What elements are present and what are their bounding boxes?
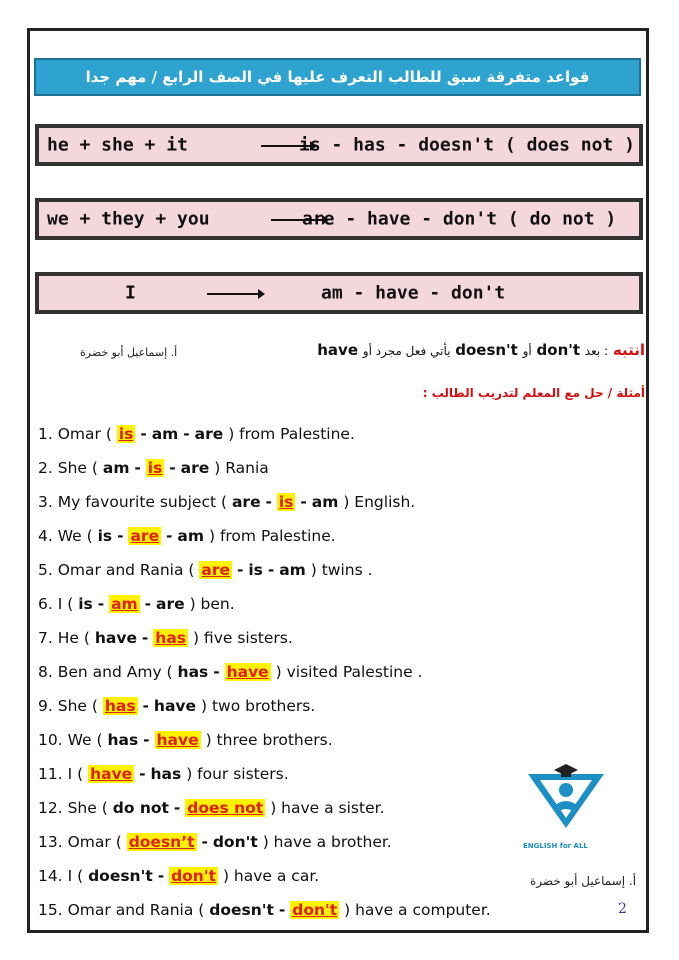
separator: - xyxy=(139,765,146,783)
example-subject: I ( xyxy=(67,765,84,783)
separator: - xyxy=(97,595,105,613)
separator: - xyxy=(157,867,165,885)
option: am xyxy=(177,527,205,545)
example-item xyxy=(38,425,355,443)
rule-verbs: are - have - don't ( do not ) xyxy=(302,208,617,230)
example-rest: ) three brothers. xyxy=(205,731,333,749)
separator: - xyxy=(169,459,176,477)
separator: - xyxy=(144,595,152,613)
example-subject: Omar and Rania ( xyxy=(67,901,205,919)
note-mid: يأتي فعل مجرد أو xyxy=(362,344,451,358)
example-item xyxy=(38,901,491,919)
option-answer: is xyxy=(278,493,294,511)
separator: - xyxy=(166,527,173,545)
option-answer: has xyxy=(155,629,187,647)
logo-text: ENGLISH for ALL xyxy=(523,842,588,850)
separator: - xyxy=(183,425,190,443)
example-item xyxy=(38,663,423,681)
option: are xyxy=(156,595,185,613)
example-subject: My favourite subject ( xyxy=(57,493,228,511)
example-subject: Omar ( xyxy=(57,425,112,443)
example-subject: She ( xyxy=(57,459,98,477)
rule-box-i xyxy=(35,272,643,314)
example-rest: ) two brothers. xyxy=(200,697,316,715)
example-rest: ) ben. xyxy=(189,595,235,613)
example-subject: I ( xyxy=(67,867,84,885)
option: don't xyxy=(212,833,258,851)
option: has xyxy=(107,731,139,749)
example-number: 15. xyxy=(38,901,63,919)
note-word-doesnt: doesn't xyxy=(455,341,518,359)
example-item xyxy=(38,833,392,851)
example-number: 12. xyxy=(38,799,63,817)
option-answer: doesn’t xyxy=(128,833,195,851)
option: am xyxy=(151,425,179,443)
rule-subject: I xyxy=(125,282,136,304)
option-answer: are xyxy=(201,561,231,579)
separator: - xyxy=(267,561,275,579)
note-row xyxy=(0,341,679,367)
example-subject: We ( xyxy=(57,527,93,545)
rule-verbs: is - has - doesn't ( does not ) xyxy=(299,134,635,156)
example-subject: Omar ( xyxy=(67,833,122,851)
rule-box-we-they-you xyxy=(35,198,643,240)
example-number: 1. xyxy=(38,425,53,443)
option-answer: don't xyxy=(171,867,216,885)
example-number: 11. xyxy=(38,765,63,783)
option-answer: have xyxy=(226,663,269,681)
rule-box-he-she-it xyxy=(35,124,643,166)
example-rest: ) five sisters. xyxy=(192,629,293,647)
example-rest: ) have a brother. xyxy=(262,833,392,851)
separator: - xyxy=(143,731,150,749)
option-answer: has xyxy=(104,697,136,715)
note-label: انتبه xyxy=(612,341,645,359)
example-number: 9. xyxy=(38,697,53,715)
separator: - xyxy=(173,799,181,817)
option: is xyxy=(248,561,263,579)
example-rest: ) have a sister. xyxy=(270,799,385,817)
examples-heading: أمثلة / حل مع المعلم لتدريب الطالب : xyxy=(422,386,645,400)
english-for-all-logo-icon xyxy=(524,760,608,830)
option-answer: have xyxy=(90,765,133,783)
option-answer: are xyxy=(130,527,160,545)
example-item xyxy=(38,459,269,477)
option: am xyxy=(311,493,339,511)
option: do not xyxy=(112,799,169,817)
separator: - xyxy=(134,459,141,477)
example-item xyxy=(38,799,385,817)
option-answer: am xyxy=(111,595,138,613)
example-item xyxy=(38,527,336,545)
example-number: 7. xyxy=(38,629,53,647)
option-answer: is xyxy=(147,459,163,477)
example-subject: She ( xyxy=(57,697,98,715)
separator: - xyxy=(117,527,124,545)
option: have xyxy=(153,697,197,715)
arrow-icon xyxy=(207,293,263,295)
page-title: قواعد متفرقة سبق للطالب التعرف عليها في الصف الرابع / مهم جدا xyxy=(34,58,641,96)
example-rest: ) twins . xyxy=(310,561,373,579)
option: is xyxy=(78,595,93,613)
note-author: أ. إسماعيل أبو خضرة xyxy=(80,346,178,359)
example-rest: ) have a car. xyxy=(222,867,320,885)
rule-verbs: am - have - don't xyxy=(321,282,506,304)
example-subject: Omar and Rania ( xyxy=(57,561,195,579)
example-subject: I ( xyxy=(57,595,74,613)
example-number: 13. xyxy=(38,833,63,851)
example-number: 14. xyxy=(38,867,63,885)
option: am xyxy=(102,459,130,477)
note-text xyxy=(317,341,645,359)
option: are xyxy=(231,493,261,511)
separator: - xyxy=(278,901,286,919)
example-number: 2. xyxy=(38,459,53,477)
example-number: 5. xyxy=(38,561,53,579)
example-rest: ) from Palestine. xyxy=(208,527,336,545)
example-item xyxy=(38,629,293,647)
example-number: 8. xyxy=(38,663,53,681)
option: are xyxy=(194,425,224,443)
example-item xyxy=(38,561,373,579)
example-rest: ) Rania xyxy=(214,459,269,477)
option: has xyxy=(177,663,209,681)
option-answer: is xyxy=(118,425,134,443)
example-number: 4. xyxy=(38,527,53,545)
separator: - xyxy=(141,629,149,647)
example-subject: We ( xyxy=(67,731,103,749)
option-answer: don't xyxy=(292,901,338,919)
option-answer: have xyxy=(156,731,199,749)
note-pre: : بعد xyxy=(584,344,609,358)
separator: - xyxy=(201,833,208,851)
example-number: 6. xyxy=(38,595,53,613)
example-rest: ) English. xyxy=(343,493,416,511)
example-item xyxy=(38,731,333,749)
option: is xyxy=(97,527,113,545)
separator: - xyxy=(236,561,244,579)
separator: - xyxy=(265,493,272,511)
example-subject: Ben and Amy ( xyxy=(57,663,173,681)
rule-subject: we + they + you xyxy=(47,208,210,230)
option: have xyxy=(94,629,137,647)
example-item xyxy=(38,867,319,885)
rule-subject: he + she + it xyxy=(47,134,188,156)
option: doesn't xyxy=(88,867,153,885)
footer-author: أ. إسماعيل أبو خضرة xyxy=(530,874,637,888)
note-or: أو xyxy=(522,344,532,358)
option: are xyxy=(180,459,210,477)
example-item xyxy=(38,697,315,715)
example-rest: ) have a computer. xyxy=(344,901,491,919)
example-subject: She ( xyxy=(67,799,108,817)
separator: - xyxy=(300,493,307,511)
example-number: 10. xyxy=(38,731,63,749)
note-word-have: have xyxy=(317,341,358,359)
example-number: 3. xyxy=(38,493,53,511)
example-item xyxy=(38,493,415,511)
example-subject: He ( xyxy=(57,629,90,647)
example-rest: ) from Palestine. xyxy=(228,425,355,443)
separator: - xyxy=(213,663,220,681)
option-answer: does not xyxy=(187,799,264,817)
example-rest: ) four sisters. xyxy=(186,765,289,783)
page-number: 2 xyxy=(618,901,627,917)
option: doesn't xyxy=(209,901,274,919)
option: am xyxy=(279,561,306,579)
note-word-dont: don't xyxy=(536,341,581,359)
separator: - xyxy=(142,697,149,715)
example-item xyxy=(38,595,235,613)
separator: - xyxy=(140,425,147,443)
option: has xyxy=(150,765,182,783)
example-rest: ) visited Palestine . xyxy=(275,663,423,681)
example-item xyxy=(38,765,289,783)
